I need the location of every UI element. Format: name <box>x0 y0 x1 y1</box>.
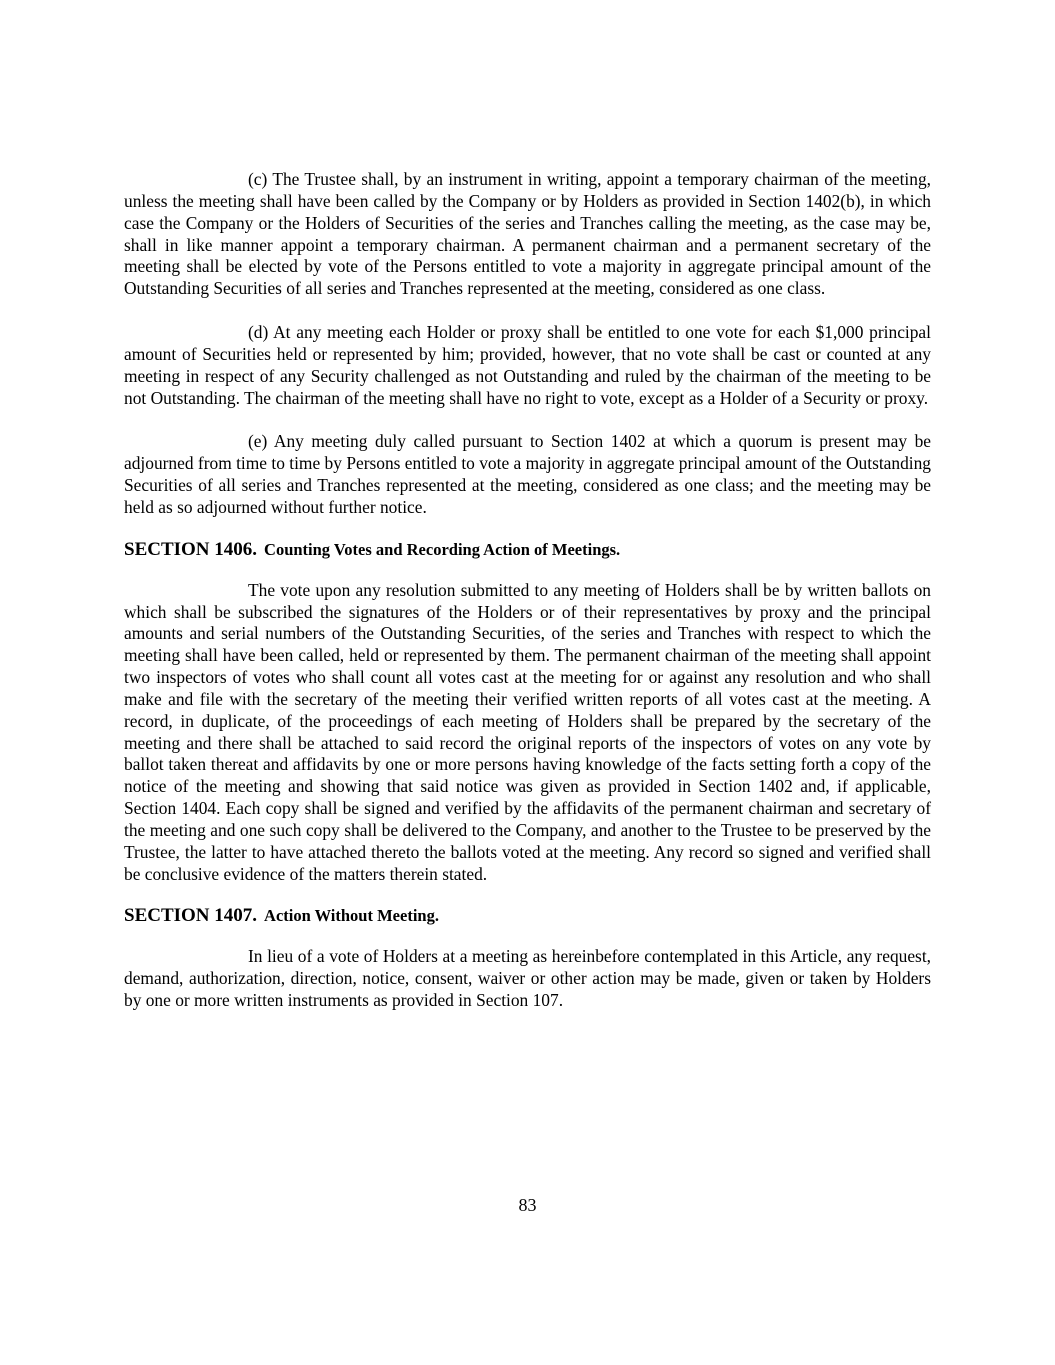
page-number: 83 <box>518 1195 537 1215</box>
document-body <box>124 169 931 1034</box>
paragraph-c: (c) The Trustee shall, by an instrument in writing, appoint a temporary chairman of the meeting, unless the meeting shall have been called by the Company or by Holders as provided in Section 1402(b), in which case the Company or the Holders of Securities of the series and Tranches calling the meeting, as the case may be, shall in like manner appoint a temporary chairman. A permanent chairman and a permanent secretary of the meeting shall be elected by vote of the Persons entitled to vote a majority in aggregate principal amount of the Outstanding Securities of all series and Tranches represented at the meeting, considered as one class. <box>124 169 931 299</box>
paragraph-d: (d) At any meeting each Holder or proxy shall be entitled to one vote for each $1,000 principal amount of Securities held or represented by him; provided, however, that no vote shall be cast or counted at any meeting in respect of any Security challenged as not Outstanding and ruled by the chairman of the meeting to be not Outstanding. The chairman of the meeting shall have no right to vote, except as a Holder of a Security or proxy. <box>124 322 931 408</box>
section-1407-title: Action Without Meeting. <box>264 906 439 926</box>
section-1407-number: SECTION 1407. <box>124 905 258 927</box>
paragraph-e: (e) Any meeting duly called pursuant to Section 1402 at which a quorum is present may be adjourned from time to time by Persons entitled to vote a majority in aggregate principal amount of the Outstanding Securities of all series and Tranches represented at the meeting, considered as one class; and the meeting may be held as so adjourned without further notice. <box>124 431 931 517</box>
section-1406-body: The vote upon any resolution submitted to any meeting of Holders shall be by written ballots on which shall be subscribed the signatures of the Holders or of their representatives by proxy and the principal amounts and serial numbers of the Outstanding Securities, of the series and Tranches with respect to which the meeting shall have been called, held or represented by them. The permanent chairman of the meeting shall appoint two inspectors of votes who shall count all votes cast at the meeting for or against any resolution and who shall make and file with the secretary of the meeting their verified written reports of all votes cast at the meeting. A record, in duplicate, of the proceedings of each meeting of Holders shall be prepared by the secretary of the meeting and there shall be attached to said record the original reports of the inspectors of votes on any vote by ballot taken thereat and affidavits by one or more persons having knowledge of the facts setting forth a copy of the notice of the meeting and showing that said notice was given as provided in Section 1402 and, if applicable, Section 1404. Each copy shall be signed and verified by the affidavits of the permanent chairman and secretary of the meeting and one such copy shall be delivered to the Company, and another to the Trustee to be preserved by the Trustee, the latter to have attached thereto the ballots voted at the meeting. Any record so signed and verified shall be conclusive evidence of the matters therein stated. <box>124 579 931 884</box>
section-1406-heading <box>124 539 931 562</box>
section-1407-body: In lieu of a vote of Holders at a meeting as hereinbefore contemplated in this Article, any request, demand, authorization, direction, notice, consent, waiver or other action may be made, given or taken by Holders by one or more written instruments as provided in Section 107. <box>124 946 931 1010</box>
section-1407-heading <box>124 905 931 928</box>
section-1406-title: Counting Votes and Recording Action of Meetings. <box>264 539 621 559</box>
section-1406-number: SECTION 1406. <box>124 538 258 560</box>
